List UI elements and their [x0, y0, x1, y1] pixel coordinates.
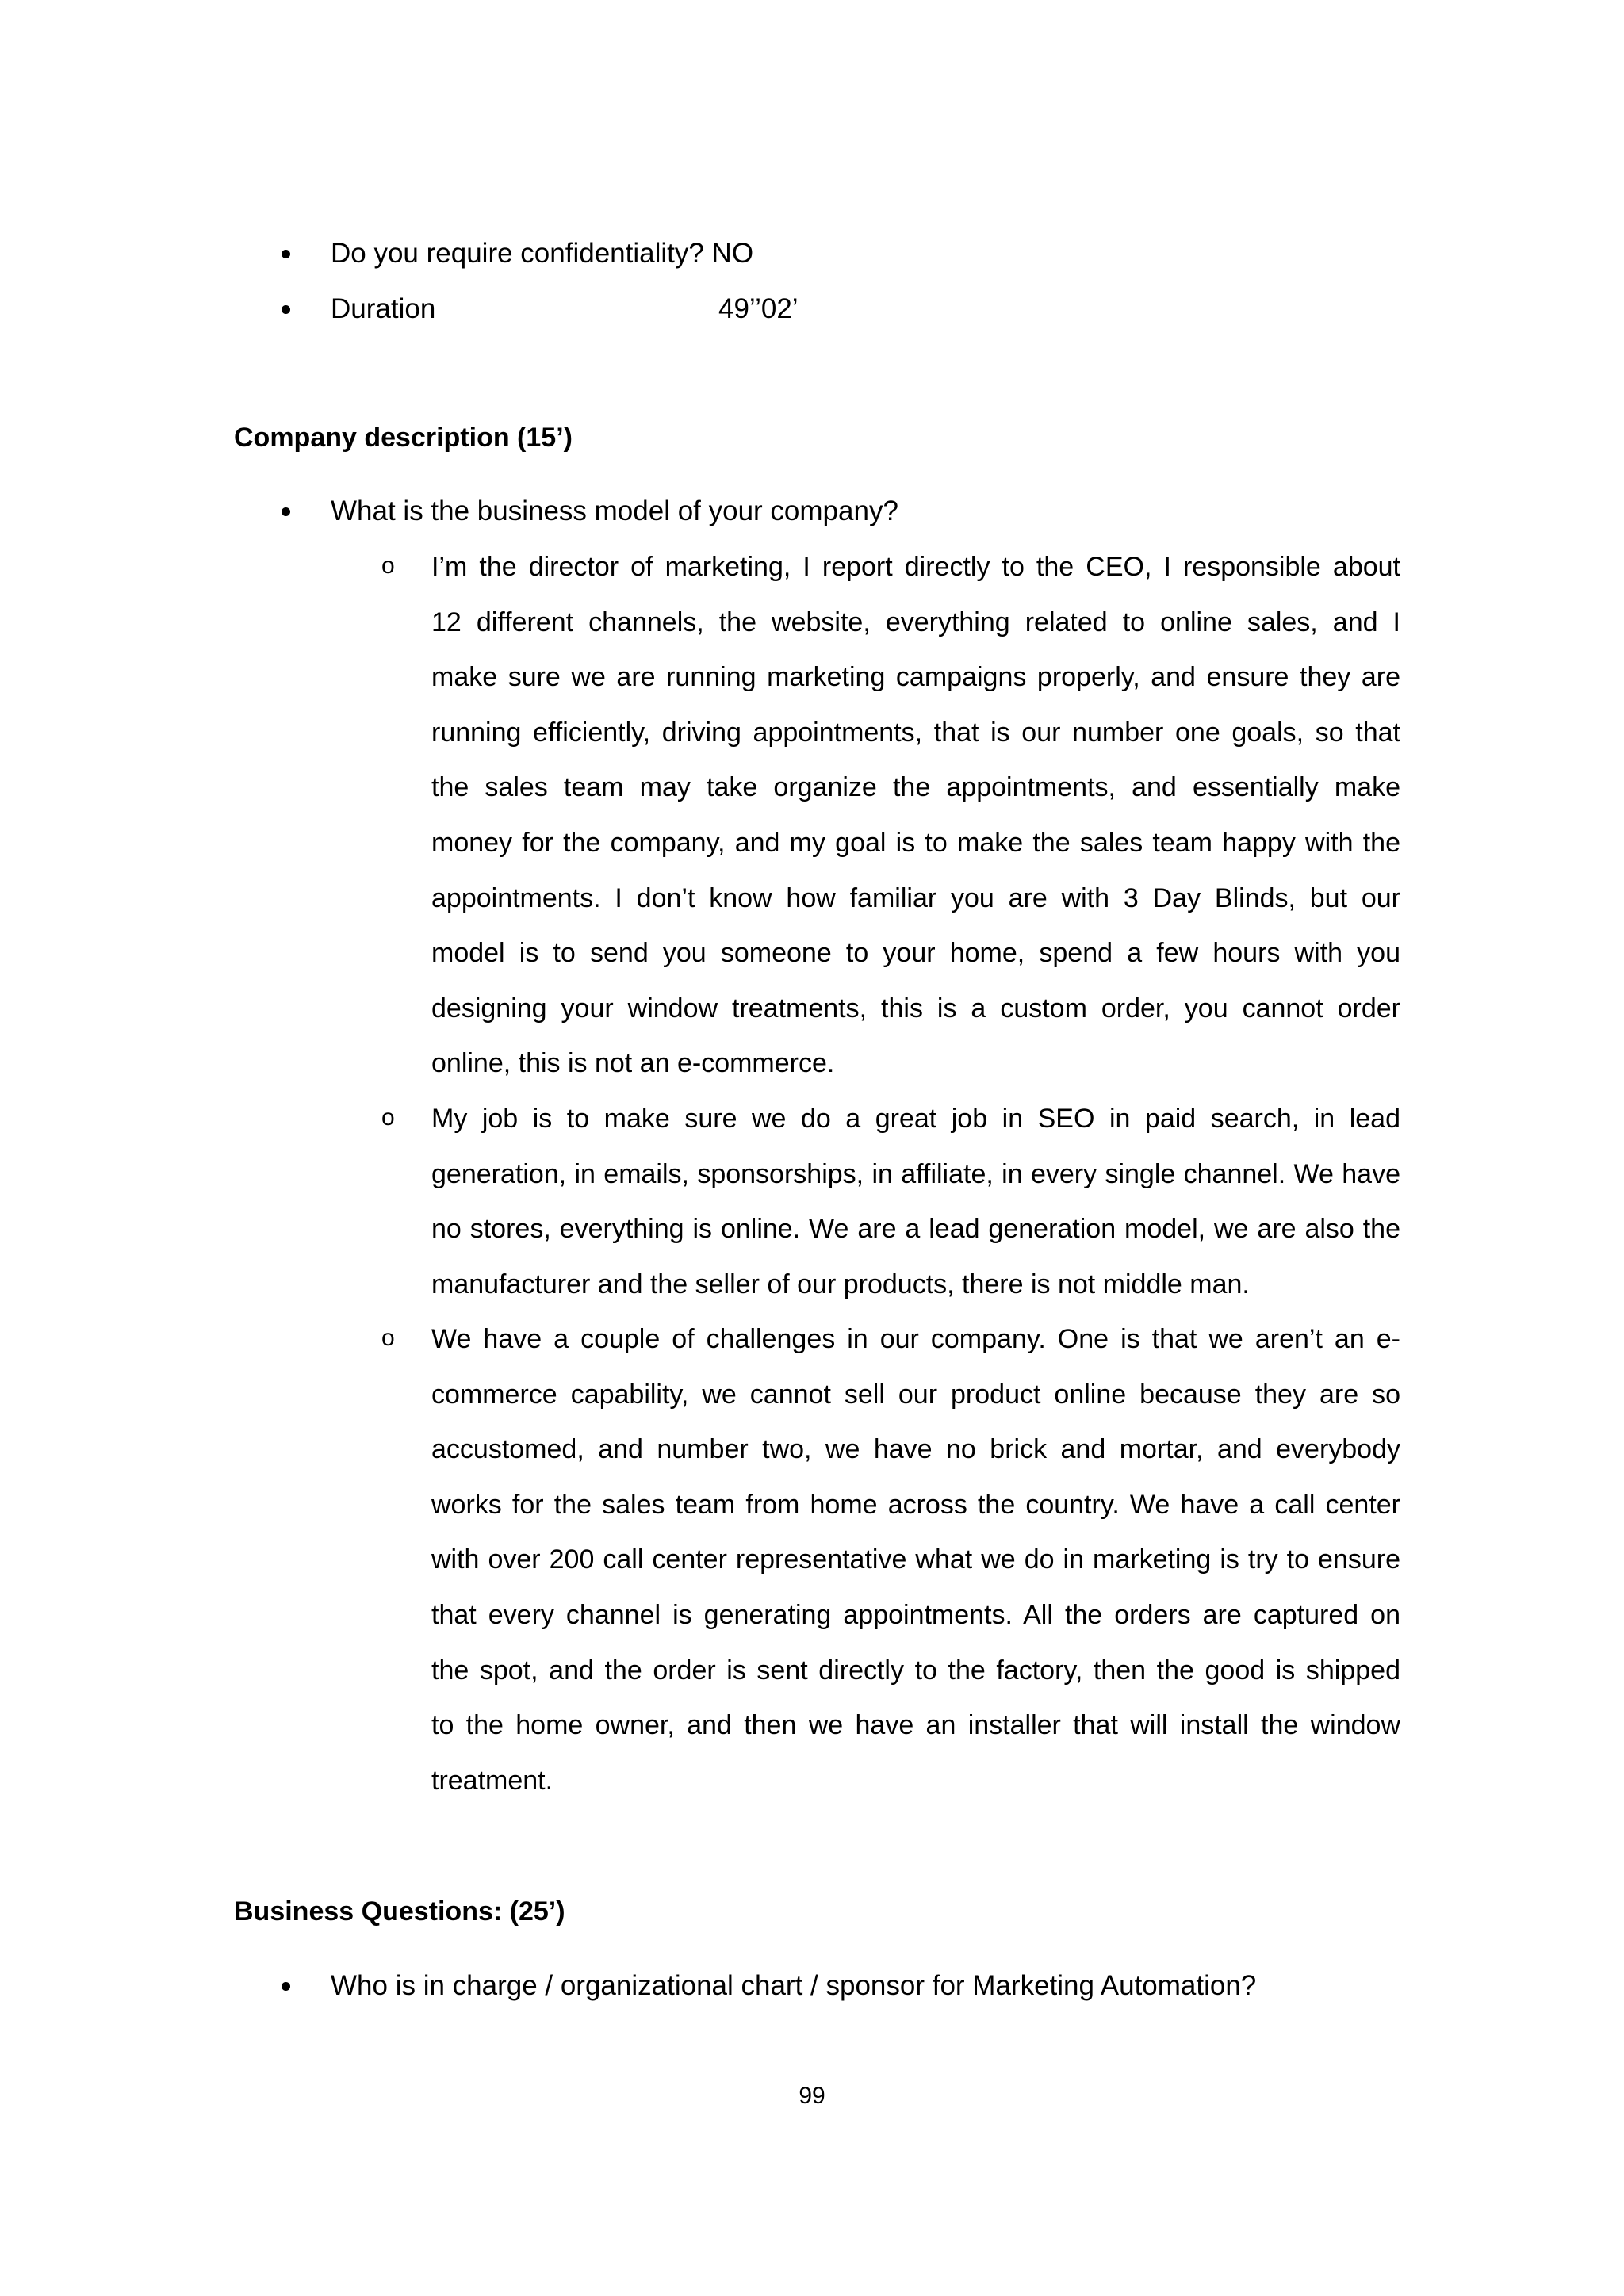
paragraph-line: generation, in emails, sponsorships, in affiliate, in every single channel. We have — [431, 1158, 1400, 1189]
bullet-icon — [282, 305, 290, 314]
paragraph-line: We have a couple of challenges in our company. One is that we aren’t an e- — [431, 1324, 1400, 1354]
paragraph-line: online, this is not an e-commerce. — [431, 1048, 835, 1079]
paragraph-line: that every channel is generating appointments. All the orders are captured on — [431, 1599, 1400, 1630]
sub-bullet-icon: o — [381, 1325, 395, 1351]
paragraph-line: commerce capability, we cannot sell our product online because they are so — [431, 1379, 1400, 1410]
paragraph-line: the sales team may take organize the appointments, and essentially make — [431, 772, 1400, 803]
business-questions-heading: Business Questions: (25’) — [234, 1896, 565, 1927]
confidentiality-text: Do you require confidentiality? NO — [331, 238, 754, 269]
paragraph-line: no stores, everything is online. We are a lead generation model, we are also the — [431, 1214, 1400, 1245]
duration-value: 49’’02’ — [718, 293, 799, 324]
page-number: 99 — [799, 2083, 825, 2109]
business-model-question-text: What is the business model of your company? — [331, 496, 898, 526]
paragraph-line: designing your window treatments, this is a custom order, you cannot order — [431, 993, 1400, 1024]
sub-bullet-icon: o — [381, 1104, 395, 1131]
paragraph-line: to the home owner, and then we have an installer that will install the window — [431, 1710, 1400, 1741]
paragraph-line: with over 200 call center representative what we do in marketing is try to ensure — [431, 1544, 1400, 1575]
bullet-icon — [282, 1982, 290, 1991]
paragraph-line: treatment. — [431, 1765, 553, 1796]
duration-label: Duration — [331, 293, 436, 324]
sponsor-question-text: Who is in charge / organizational chart / sponsor for Marketing Automation? — [331, 1970, 1257, 2001]
paragraph-line: I’m the director of marketing, I report directly to the CEO, I responsible about — [431, 552, 1400, 582]
paragraph-line: running efficiently, driving appointments, that is our number one goals, so that — [431, 717, 1400, 748]
paragraph-line: make sure we are running marketing campaigns properly, and ensure they are — [431, 662, 1400, 693]
bullet-icon — [282, 507, 290, 516]
paragraph-line: the spot, and the order is sent directly to the factory, then the good is shipped — [431, 1655, 1400, 1686]
paragraph-line: My job is to make sure we do a great job in SEO in paid search, in lead — [431, 1104, 1400, 1134]
answer-paragraph-3 — [431, 1312, 1400, 1808]
paragraph-line: works for the sales team from home across the country. We have a call center — [431, 1489, 1400, 1520]
paragraph-line: model is to send you someone to your home, spend a few hours with you — [431, 938, 1400, 969]
paragraph-line: appointments. I don’t know how familiar you are with 3 Day Blinds, but our — [431, 882, 1400, 913]
answer-paragraph-1 — [431, 540, 1400, 1092]
paragraph-line: accustomed, and number two, we have no brick and mortar, and everybody — [431, 1434, 1400, 1465]
answer-paragraph-2 — [431, 1092, 1400, 1312]
sub-bullet-icon: o — [381, 553, 395, 579]
paragraph-line: 12 different channels, the website, everything related to online sales, and I — [431, 607, 1400, 637]
company-description-heading: Company description (15’) — [234, 423, 573, 453]
paragraph-line: manufacturer and the seller of our products, there is not middle man. — [431, 1269, 1250, 1299]
bullet-icon — [282, 250, 290, 258]
paragraph-line: money for the company, and my goal is to make the sales team happy with the — [431, 827, 1400, 858]
